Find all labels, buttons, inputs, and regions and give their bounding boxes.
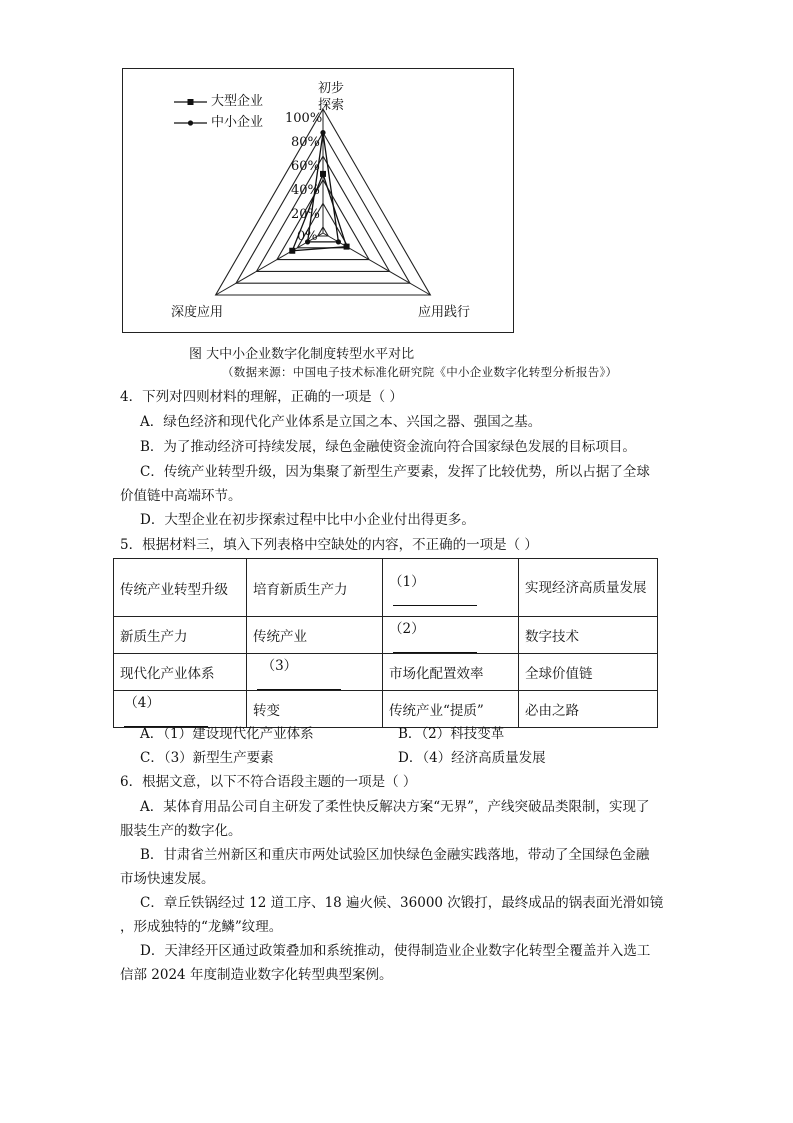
q4-option-c: C．传统产业转型升级，因为集聚了新型生产要素，发挥了比较优势，所以占据了全球 (140, 464, 650, 480)
q5-stem: 5．根据材料三，填入下列表格中空缺处的内容，不正确的一项是（ ） (120, 537, 538, 553)
table-cell: 数字技术 (519, 617, 658, 654)
figure-source: （数据来源：中国电子技术标准化研究院《中小企业数字化转型分析报告》） (222, 365, 618, 379)
table-cell: 全球价值链 (519, 654, 658, 691)
legend-sme: 中小企业 (211, 115, 264, 130)
q6-option-b: B．甘肃省兰州新区和重庆市两处试验区加快绿色金融实践落地，带动了全国绿色金融 (140, 847, 650, 863)
q5-option-c: C．（3）新型生产要素 (140, 750, 274, 766)
q6-option-b-cont: 市场快速发展。 (120, 871, 215, 887)
tick-label-80: 80% (291, 135, 320, 150)
blank-label: （1） (389, 573, 425, 590)
axis-label-top-1: 初步 (318, 81, 345, 96)
table-cell: 转变 (247, 691, 383, 728)
table-cell (383, 559, 519, 617)
blank-line (257, 675, 341, 690)
table-cell: 必由之路 (519, 691, 658, 728)
table-row (114, 617, 658, 654)
legend-marker-sme (188, 120, 193, 125)
tick-label-40: 40% (291, 183, 320, 198)
table-row (114, 691, 658, 728)
legend-marker-large (188, 99, 194, 105)
table-cell: 市场化配置效率 (383, 654, 519, 691)
blank-label: （2） (389, 621, 425, 637)
tick-label-60: 60% (291, 159, 320, 174)
q4-option-a: A．绿色经济和现代化产业体系是立国之本、兴国之器、强国之基。 (140, 414, 542, 430)
q5-option-a: A．（1）建设现代化产业体系 (140, 726, 314, 742)
table-cell: 培育新质生产力 (247, 559, 383, 617)
table-cell (247, 654, 383, 691)
q6-option-c: C．章丘铁锅经过 12 道工序、18 遍火候、36000 次锻打，最终成品的锅表面光滑如镜 (140, 895, 664, 911)
data-point-large-2 (289, 248, 295, 254)
q5-option-b: B．（2）科技变革 (398, 726, 505, 742)
q4-stem: 4．下列对四则材料的理解，正确的一项是（ ） (120, 389, 403, 405)
q4-option-c-cont: 价值链中高端环节。 (120, 488, 242, 504)
q6-option-c-cont: ，形成独特的“龙鳞”纹理。 (120, 919, 283, 935)
data-point-sme-1 (336, 239, 341, 244)
q6-option-a-cont: 服装生产的数字化。 (120, 823, 242, 839)
blank-line (393, 638, 477, 653)
tick-label-0: 0% (297, 229, 318, 244)
radar-chart (0, 0, 793, 340)
tick-label-100: 100% (285, 111, 323, 126)
figure-caption: 图 大中小企业数字化制度转型水平对比 (189, 347, 415, 362)
q6-option-d: D．天津经开区通过政策叠加和系统推动，使得制造业企业数字化转型全覆盖并入选工 (140, 943, 651, 959)
table-cell: 现代化产业体系 (114, 654, 247, 691)
table-cell: 新质生产力 (114, 617, 247, 654)
data-point-large-1 (344, 244, 350, 250)
table-row (114, 559, 658, 617)
blank-label: （4） (124, 695, 160, 711)
table-cell: 传统产业转型升级 (114, 559, 247, 617)
data-point-large-0 (320, 171, 326, 177)
legend-large-enterprise: 大型企业 (211, 94, 264, 109)
table-cell: 传统产业 (247, 617, 383, 654)
axis-label-right: 应用践行 (418, 305, 471, 320)
q5-table (113, 558, 658, 728)
blank-label: （3） (261, 658, 298, 674)
tick-label-20: 20% (291, 207, 320, 222)
q6-option-a: A．某体育用品公司自主研发了柔性快反解决方案“无界”，产线突破品类限制，实现了 (140, 799, 650, 815)
axis-label-left: 深度应用 (171, 305, 224, 320)
table-cell (114, 691, 247, 728)
q5-option-d: D．（4）经济高质量发展 (398, 750, 546, 766)
blank-line (393, 591, 477, 606)
axis-label-top-2: 探索 (318, 98, 345, 113)
table-cell: 传统产业“提质” (383, 691, 519, 728)
q4-option-b: B．为了推动经济可持续发展，绿色金融使资金流向符合国家绿色发展的目标项目。 (140, 439, 636, 455)
data-point-sme-0 (320, 130, 325, 135)
table-cell: 实现经济高质量发展 (519, 559, 658, 617)
table-cell (383, 617, 519, 654)
q6-stem: 6．根据文意，以下不符合语段主题的一项是（ ） (120, 774, 417, 790)
q4-option-d: D．大型企业在初步探索过程中比中小企业付出得更多。 (140, 512, 475, 528)
table-row (114, 654, 658, 691)
q6-option-d-cont: 信部 2024 年度制造业数字化转型典型案例。 (120, 967, 393, 983)
